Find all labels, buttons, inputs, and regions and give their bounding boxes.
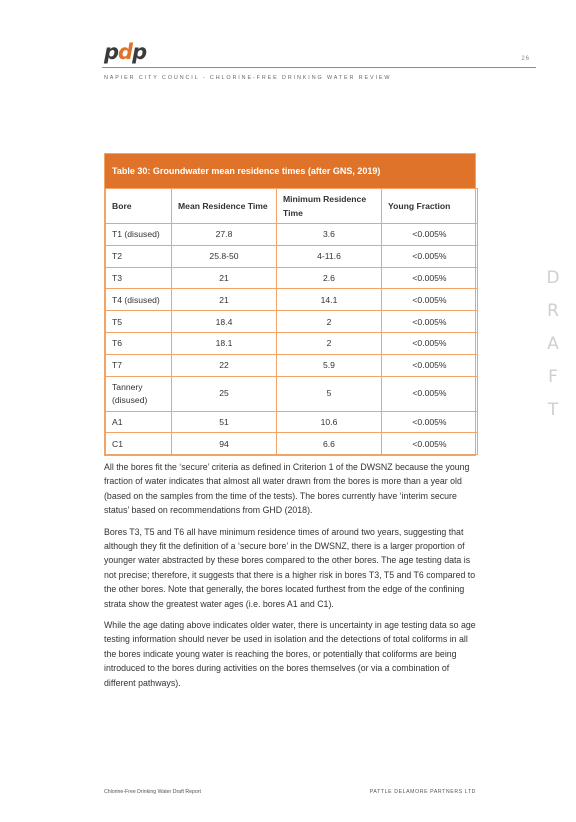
- watermark-letter: R: [547, 301, 559, 321]
- cell-bore: T3: [106, 267, 172, 289]
- cell-bore: C1: [106, 433, 172, 455]
- pdp-logo: [104, 40, 146, 64]
- body-text: [104, 460, 476, 697]
- table-row: [106, 354, 478, 376]
- paragraph: Bores T3, T5 and T6 all have minimum residence times of around two years, suggesting that although they fit the definition of a ‘secure bore’ in the DWSNZ, there is a larger proportion of younger water abstracted by these bores compared to the other bores. The age testing data is not precise; therefore, it suggests that there is a higher risk in bores T3, T5 and T6 compared to the other bores. Note that generally, the bores located furthest from the edge of the confining strata show the greatest water ages (i.e. bores A1 and C1).: [104, 526, 476, 609]
- cell-minimum: 10.6: [277, 411, 382, 433]
- cell-minimum: 6.6: [277, 433, 382, 455]
- cell-mean: 21: [172, 289, 277, 311]
- cell-bore: T5: [106, 311, 172, 333]
- residence-times-table: [104, 153, 476, 456]
- table-row: [106, 245, 478, 267]
- draft-watermark: [546, 268, 560, 433]
- table-row: [106, 311, 478, 333]
- data-table: [105, 188, 478, 455]
- cell-mean: 22: [172, 354, 277, 376]
- column-header-mean-residence: Mean Residence Time: [172, 189, 277, 224]
- table-row: [106, 411, 478, 433]
- cell-young-fraction: <0.005%: [382, 433, 478, 455]
- watermark-letter: D: [546, 268, 560, 288]
- footer-report-title: Chlorine-Free Drinking Water Draft Report: [104, 789, 201, 795]
- cell-young-fraction: <0.005%: [382, 411, 478, 433]
- cell-bore: T4 (disused): [106, 289, 172, 311]
- cell-young-fraction: <0.005%: [382, 267, 478, 289]
- cell-young-fraction: <0.005%: [382, 311, 478, 333]
- table-caption: Table 30: Groundwater mean residence times (after GNS, 2019): [105, 154, 475, 188]
- cell-bore: A1: [106, 411, 172, 433]
- cell-minimum: 5.9: [277, 354, 382, 376]
- column-header-minimum-residence: Minimum Residence Time: [277, 189, 382, 224]
- cell-mean: 18.4: [172, 311, 277, 333]
- cell-bore: T1 (disused): [106, 224, 172, 246]
- cell-mean: 94: [172, 433, 277, 455]
- cell-mean: 25: [172, 376, 277, 411]
- cell-young-fraction: <0.005%: [382, 376, 478, 411]
- running-title: NAPIER CITY COUNCIL - CHLORINE-FREE DRINKING WATER REVIEW: [104, 75, 392, 81]
- table-row: [106, 289, 478, 311]
- cell-minimum: 5: [277, 376, 382, 411]
- cell-bore: T2: [106, 245, 172, 267]
- cell-bore: T7: [106, 354, 172, 376]
- cell-minimum: 3.6: [277, 224, 382, 246]
- page-number: 26: [521, 56, 530, 62]
- table-row: [106, 267, 478, 289]
- cell-minimum: 2: [277, 311, 382, 333]
- watermark-letter: A: [547, 334, 559, 354]
- table-row: [106, 224, 478, 246]
- paragraph: All the bores fit the ‘secure’ criteria as defined in Criterion 1 of the DWSNZ because the young fraction of water indicates that almost all water drawn from the bores is more than a year old (based on the samples from the time of the tests). The bores currently have ‘interim secure status’ based on recommendations from GHD (2018).: [104, 462, 470, 516]
- cell-minimum: 14.1: [277, 289, 382, 311]
- footer-company-name: PATTLE DELAMORE PARTNERS LTD: [369, 789, 476, 795]
- cell-young-fraction: <0.005%: [382, 245, 478, 267]
- header-rule: [102, 67, 536, 68]
- cell-bore: Tannery (disused): [106, 376, 172, 411]
- table-row: [106, 332, 478, 354]
- watermark-letter: F: [548, 367, 558, 387]
- cell-mean: 51: [172, 411, 277, 433]
- cell-mean: 21: [172, 267, 277, 289]
- cell-mean: 18.1: [172, 332, 277, 354]
- cell-young-fraction: <0.005%: [382, 224, 478, 246]
- table-row: [106, 433, 478, 455]
- cell-bore: T6: [106, 332, 172, 354]
- cell-minimum: 2: [277, 332, 382, 354]
- watermark-letter: T: [547, 400, 559, 420]
- table-header-row: [106, 189, 478, 224]
- cell-young-fraction: <0.005%: [382, 354, 478, 376]
- paragraph: While the age dating above indicates older water, there is uncertainty in age testing data so age testing information should never be used in isolation and the detections of total coliforms in all the bores indicate young water is reaching the bores, or potentially that coliforms are being introduced to the bores during activities on the bores themselves (or via a combination of different pathways).: [104, 620, 476, 688]
- cell-young-fraction: <0.005%: [382, 289, 478, 311]
- cell-minimum: 2.6: [277, 267, 382, 289]
- logo-text: pdp: [104, 40, 147, 64]
- column-header-young-fraction: Young Fraction: [382, 189, 478, 224]
- cell-young-fraction: <0.005%: [382, 332, 478, 354]
- table-row: [106, 376, 478, 411]
- cell-minimum: 4-11.6: [277, 245, 382, 267]
- column-header-bore: Bore: [106, 189, 172, 224]
- cell-mean: 27.8: [172, 224, 277, 246]
- cell-mean: 25.8-50: [172, 245, 277, 267]
